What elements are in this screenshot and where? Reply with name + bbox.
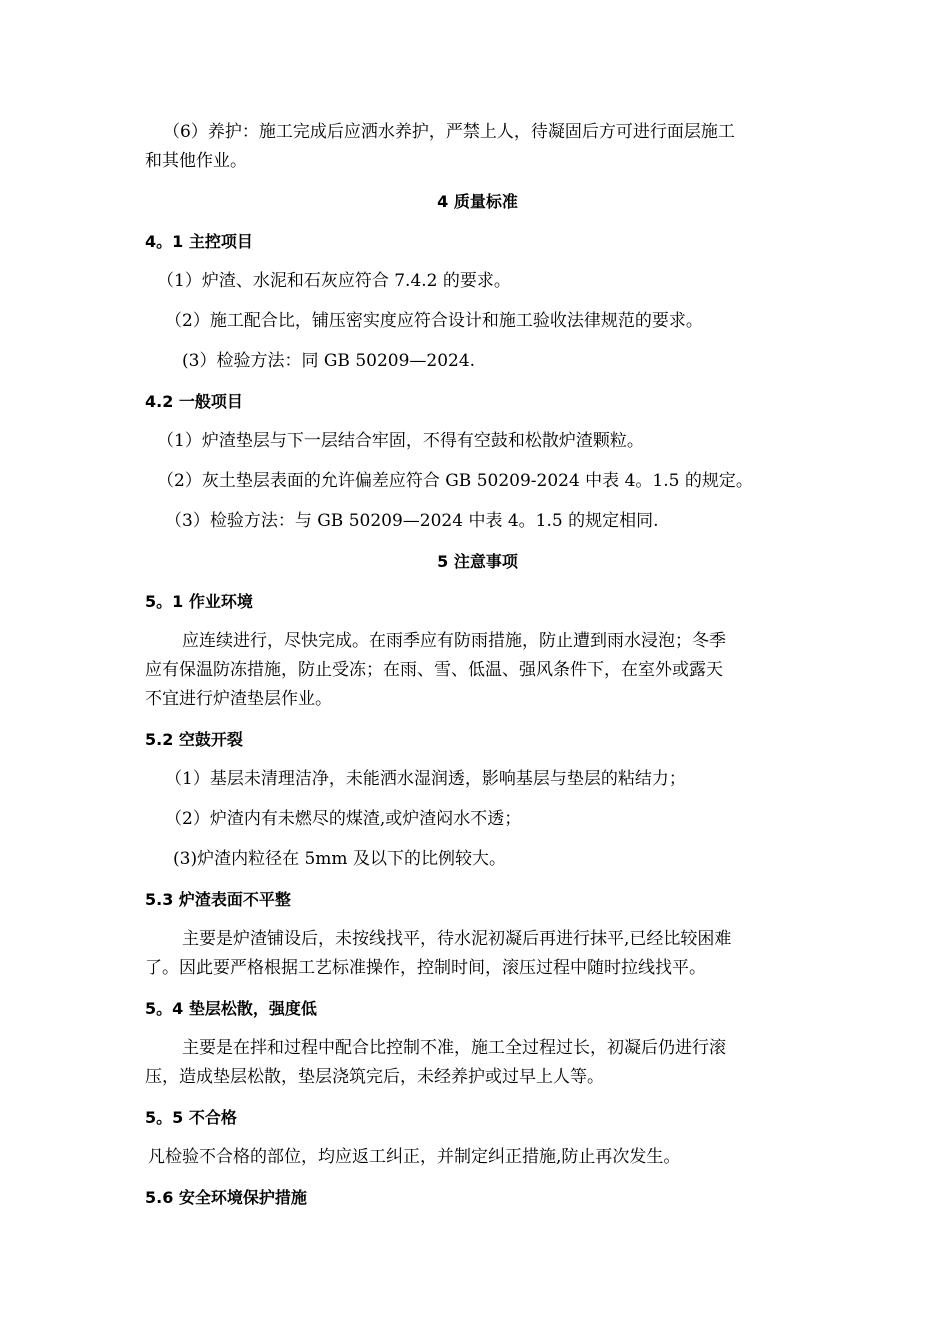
list-item-main-3: (3）检验方法：同 GB 50209—2024.	[182, 351, 476, 371]
subsection-heading-work-environment: 5。1 作业环境	[145, 592, 253, 611]
paragraph-curing-line1: （6）养护：施工完成后应洒水养护，严禁上人，待凝固后方可进行面层施工	[163, 122, 735, 142]
list-item-cracking-3: (3)炉渣内粒径在 5mm 及以下的比例较大。	[173, 849, 506, 869]
subsection-heading-loose-low-strength: 5。4 垫层松散，强度低	[145, 999, 317, 1018]
paragraph-curing-line2: 和其他作业。	[145, 151, 247, 171]
list-item-general-1: （1）炉渣垫层与下一层结合牢固，不得有空鼓和松散炉渣颗粒。	[157, 431, 644, 451]
list-item-general-2: （2）灰土垫层表面的允许偏差应符合 GB 50209-2024 中表 4。1.5 的规定。	[157, 471, 753, 491]
document-body	[145, 118, 810, 1212]
paragraph-environment-line1: 应连续进行，尽快完成。在雨季应有防雨措施，防止遭到雨水浸泡；冬季	[182, 631, 726, 651]
subsection-heading-uneven-surface: 5.3 炉渣表面不平整	[145, 890, 291, 909]
subsection-heading-safety-environment: 5.6 安全环境保护措施	[145, 1188, 307, 1207]
subsection-heading-hollowing-cracking: 5.2 空鼓开裂	[145, 730, 243, 749]
paragraph-loose-line1: 主要是在拌和过程中配合比控制不准，施工全过程过长，初凝后仍进行滚	[182, 1038, 726, 1058]
paragraph-loose-line2: 压，造成垫层松散，垫层浇筑完后，未经养护或过早上人等。	[145, 1067, 604, 1087]
paragraph-nonconforming: 凡检验不合格的部位，均应返工纠正，并制定纠正措施,防止再次发生。	[148, 1147, 681, 1167]
list-item-main-1: （1）炉渣、水泥和石灰应符合 7.4.2 的要求。	[157, 271, 511, 291]
section-heading-notes: 5 注意事项	[437, 552, 518, 571]
section-heading-quality-standard: 4 质量标准	[437, 192, 518, 211]
subsection-heading-main-control: 4。1 主控项目	[145, 232, 253, 251]
list-item-cracking-1: （1）基层未清理洁净，未能洒水湿润透，影响基层与垫层的粘结力；	[165, 769, 686, 789]
paragraph-environment-line2: 应有保温防冻措施，防止受冻；在雨、雪、低温、强风条件下，在室外或露天	[145, 660, 723, 680]
subsection-heading-general-items: 4.2 一般项目	[145, 392, 243, 411]
list-item-cracking-2: （2）炉渣内有未燃尽的煤渣,或炉渣闷水不透；	[165, 809, 522, 829]
subsection-heading-nonconforming: 5。5 不合格	[145, 1108, 237, 1127]
list-item-main-2: （2）施工配合比，铺压密实度应符合设计和施工验收法律规范的要求。	[165, 311, 703, 331]
paragraph-uneven-line1: 主要是炉渣铺设后，未按线找平，待水泥初凝后再进行抹平,已经比较困难	[182, 929, 732, 949]
paragraph-uneven-line2: 了。因此要严格根据工艺标准操作，控制时间，滚压过程中随时拉线找平。	[145, 958, 706, 978]
list-item-general-3: （3）检验方法：与 GB 50209—2024 中表 4。1.5 的规定相同.	[165, 511, 659, 531]
paragraph-environment-line3: 不宜进行炉渣垫层作业。	[145, 689, 332, 709]
